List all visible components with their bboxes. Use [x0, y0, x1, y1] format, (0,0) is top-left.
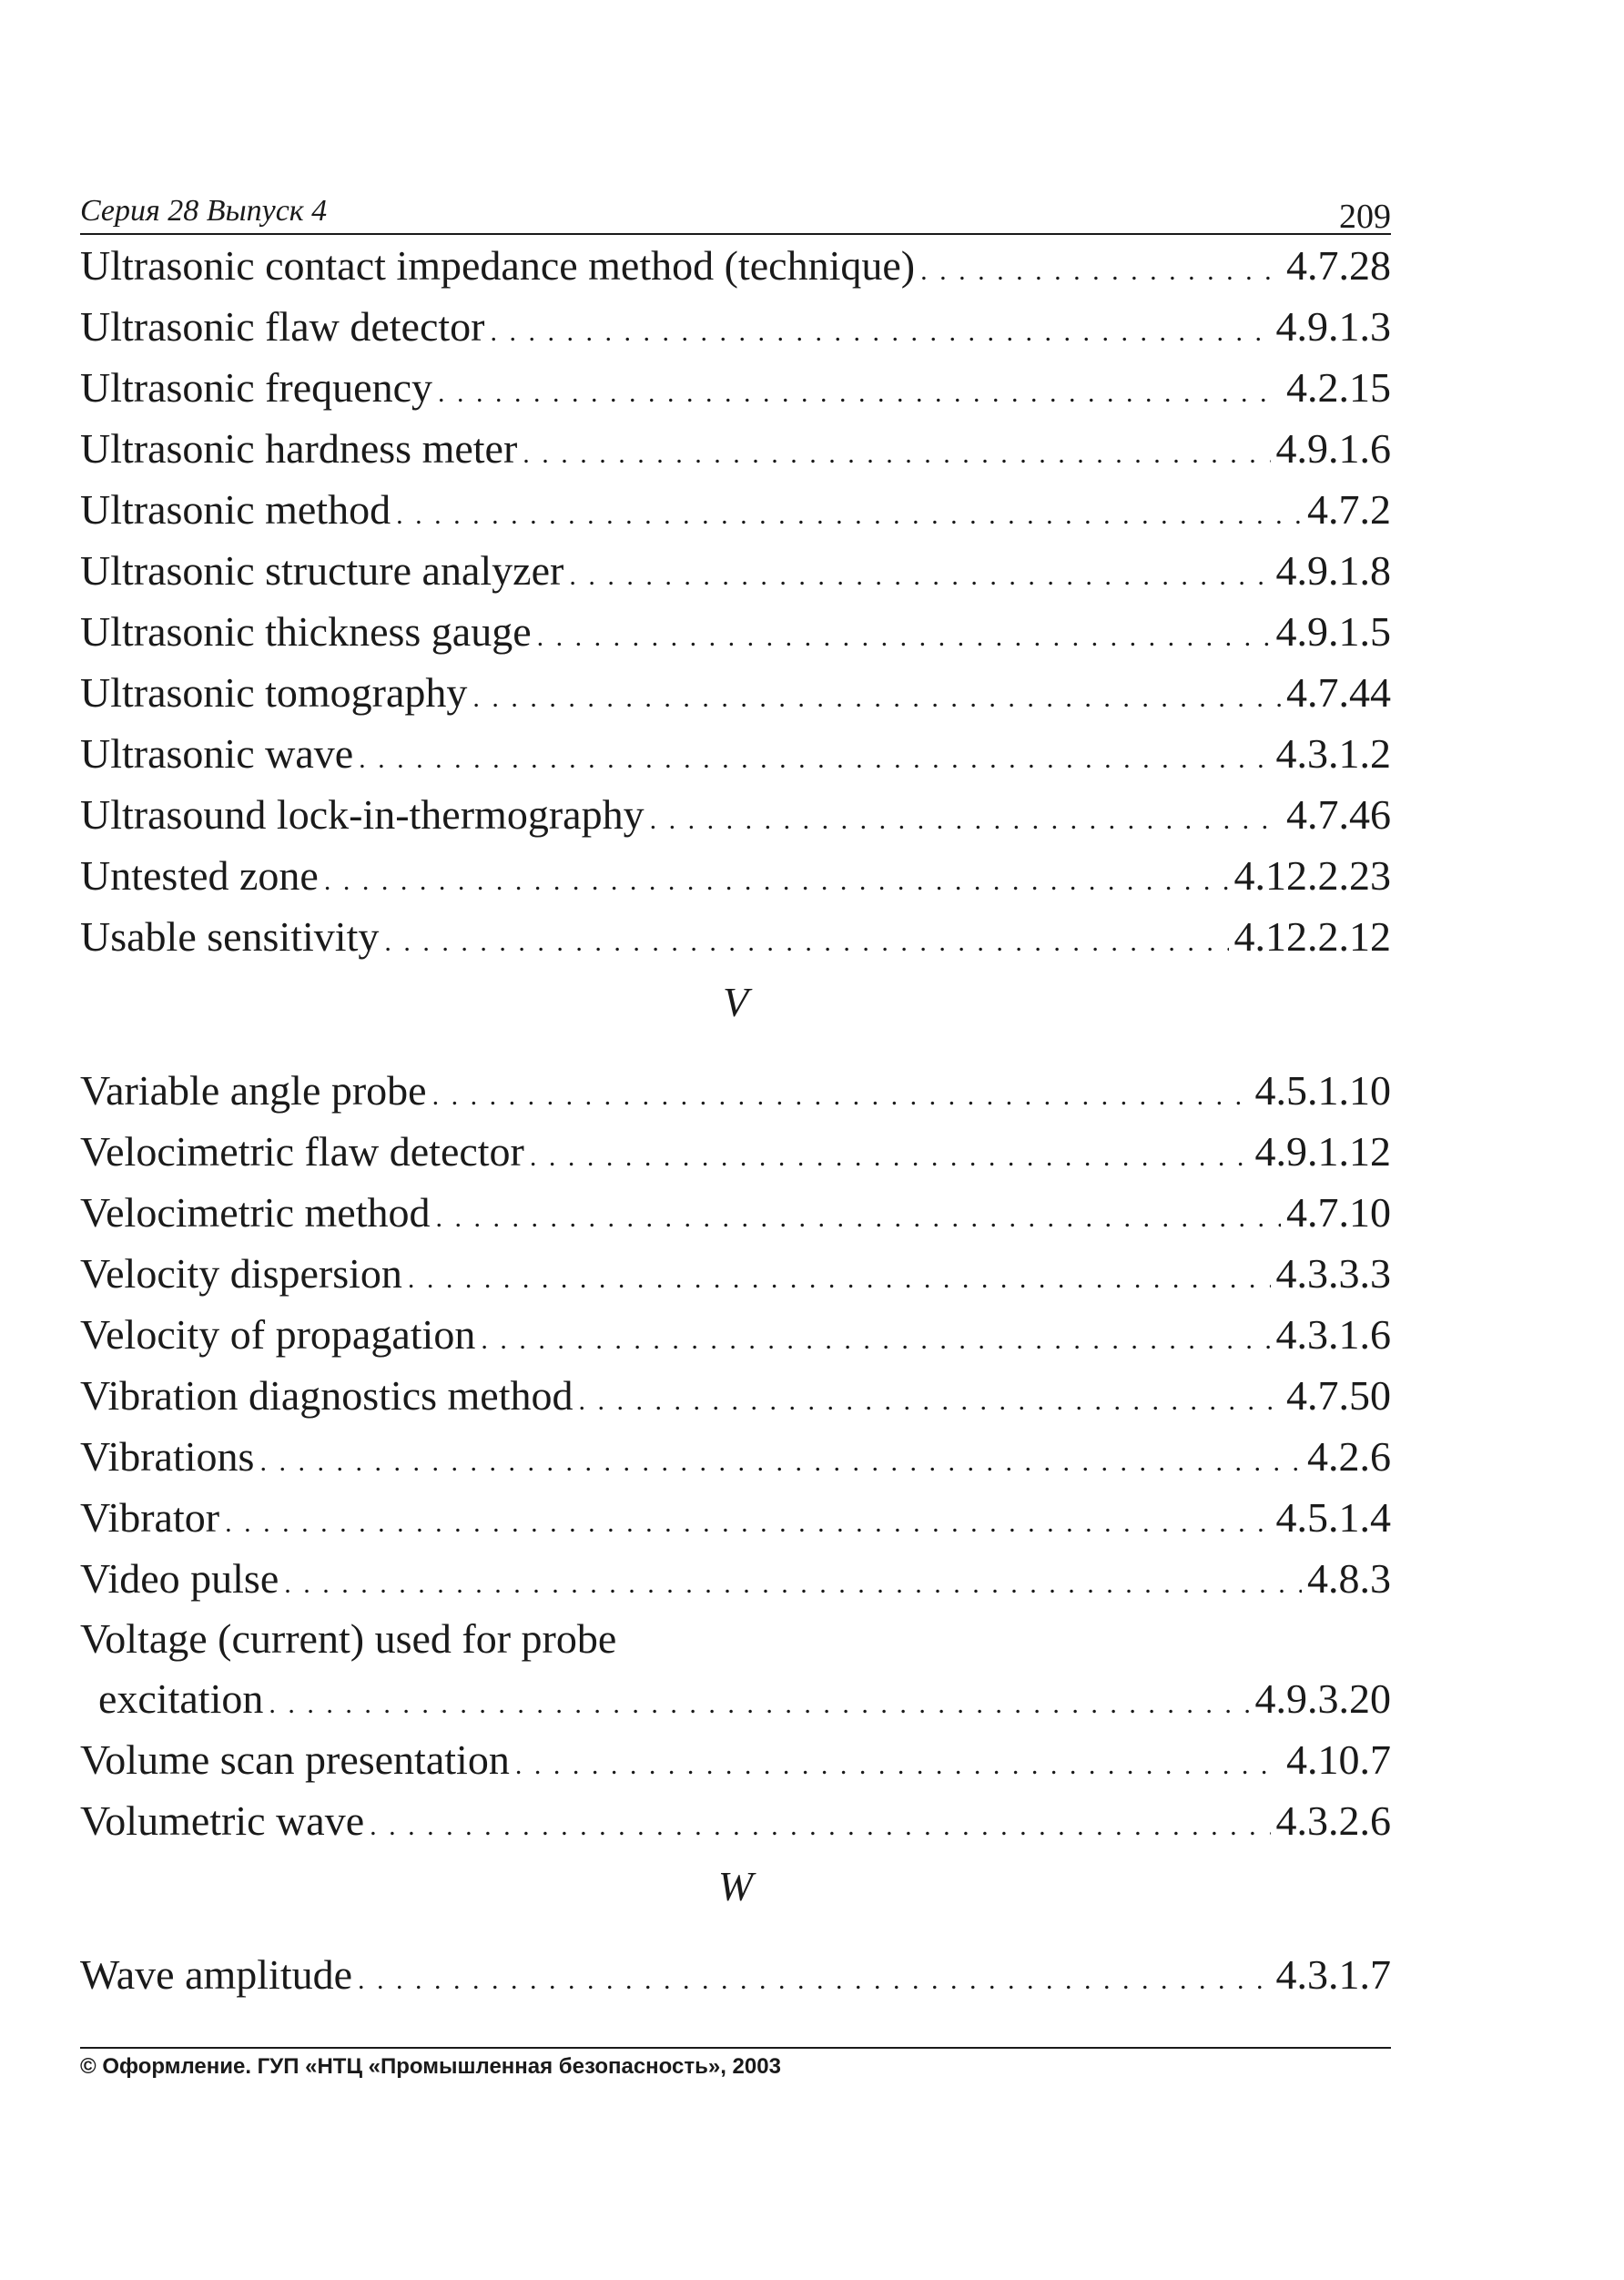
- letter-heading-v: V: [722, 979, 749, 1025]
- entry-term: Ultrasonic flaw detector: [80, 303, 485, 350]
- index-entries: [80, 235, 1391, 2005]
- entry-ref: 4.12.2.12: [1233, 913, 1391, 960]
- dot-leader: [284, 1553, 1302, 1614]
- index-entry-multiline: [80, 1609, 1391, 1729]
- entry-ref: 4.9.1.3: [1275, 303, 1391, 350]
- index-entry: [80, 235, 1391, 296]
- index-entry: [80, 723, 1391, 784]
- index-entry: [80, 1304, 1391, 1365]
- page-number: 209: [1339, 198, 1391, 236]
- index-entry: [80, 540, 1391, 601]
- entry-ref: 4.2.6: [1307, 1433, 1391, 1480]
- dot-leader: [481, 1309, 1270, 1370]
- entry-ref: 4.9.1.5: [1275, 608, 1391, 655]
- dot-leader: [438, 362, 1281, 423]
- index-entry: [80, 479, 1391, 540]
- entry-ref: 4.3.2.6: [1275, 1797, 1391, 1844]
- entry-term: Vibrator: [80, 1494, 220, 1541]
- dot-leader: [920, 240, 1281, 301]
- dot-leader: [515, 1735, 1281, 1796]
- dot-leader: [650, 789, 1281, 850]
- entry-term: Volumetric wave: [80, 1797, 365, 1844]
- dot-leader: [523, 423, 1270, 484]
- dot-leader: [396, 484, 1302, 545]
- entry-ref: 4.9.1.6: [1275, 425, 1391, 472]
- entry-ref: 4.7.50: [1286, 1372, 1391, 1419]
- entry-term: Ultrasonic structure analyzer: [80, 547, 564, 594]
- index-entry: [80, 662, 1391, 723]
- entry-term-line-2-row: [80, 1668, 1391, 1729]
- entry-term: Volume scan presentation: [80, 1736, 510, 1783]
- index-entry: [80, 1182, 1391, 1243]
- entry-term-line-2: excitation: [98, 1675, 264, 1722]
- entry-ref: 4.3.1.2: [1275, 730, 1391, 777]
- entry-ref: 4.9.3.20: [1254, 1675, 1391, 1722]
- entry-ref: 4.7.28: [1286, 242, 1391, 289]
- entry-ref: 4.8.3: [1307, 1555, 1391, 1602]
- copyright-footer: © Оформление. ГУП «НТЦ «Промышленная безопасность», 2003: [80, 2047, 1391, 2080]
- index-entry: [80, 1365, 1391, 1426]
- entry-ref: 4.9.1.8: [1275, 547, 1391, 594]
- dot-leader: [384, 911, 1228, 972]
- entry-term: Velocimetric flaw detector: [80, 1128, 524, 1175]
- dot-leader: [259, 1431, 1302, 1492]
- dot-leader: [359, 728, 1270, 789]
- index-entry: [80, 1487, 1391, 1548]
- entry-term: Ultrasonic thickness gauge: [80, 608, 532, 655]
- entry-ref: 4.3.1.7: [1275, 1951, 1391, 1998]
- dot-leader: [472, 667, 1281, 728]
- entry-ref: 4.7.44: [1286, 669, 1391, 716]
- entry-ref: 4.7.2: [1307, 486, 1391, 533]
- entry-term: Ultrasonic frequency: [80, 364, 433, 411]
- letter-heading-w: W: [717, 1863, 754, 1909]
- entry-term: Ultrasonic wave: [80, 730, 354, 777]
- index-page: [80, 189, 1391, 2005]
- dot-leader: [324, 850, 1229, 911]
- dot-leader: [408, 1248, 1271, 1309]
- entry-term: Ultrasonic contact impedance method (technique): [80, 242, 916, 289]
- entry-ref: 4.2.15: [1286, 364, 1391, 411]
- series-title: Серия 28 Выпуск 4: [80, 194, 328, 228]
- index-entry: [80, 296, 1391, 357]
- index-entry: [80, 1944, 1391, 2005]
- entry-term: Ultrasonic hardness meter: [80, 425, 518, 472]
- entry-term: Vibrations: [80, 1433, 255, 1480]
- entry-term: Ultrasonic tomography: [80, 669, 468, 716]
- dot-leader: [225, 1492, 1270, 1553]
- entry-term: Usable sensitivity: [80, 913, 380, 960]
- dot-leader: [490, 301, 1270, 362]
- index-entry: [80, 906, 1391, 967]
- entry-ref: 4.9.1.12: [1254, 1128, 1391, 1175]
- entry-term: Variable angle probe: [80, 1067, 427, 1114]
- entry-term: Velocimetric method: [80, 1189, 431, 1236]
- index-entry: [80, 418, 1391, 479]
- index-entry: [80, 1729, 1391, 1790]
- dot-leader: [370, 1796, 1270, 1857]
- dot-leader: [579, 1370, 1282, 1431]
- dot-leader: [358, 1949, 1270, 2010]
- entry-ref: 4.3.1.6: [1275, 1311, 1391, 1358]
- index-entry: [80, 601, 1391, 662]
- index-entry: [80, 1548, 1391, 1609]
- index-entry: [80, 1243, 1391, 1304]
- index-entry: [80, 845, 1391, 906]
- index-entry: [80, 1426, 1391, 1487]
- index-entry: [80, 1060, 1391, 1121]
- entry-term-line-1: Voltage (current) used for probe: [80, 1615, 617, 1662]
- dot-leader: [569, 545, 1270, 606]
- dot-leader: [432, 1065, 1250, 1126]
- entry-term: Velocity of propagation: [80, 1311, 476, 1358]
- entry-term: Velocity dispersion: [80, 1250, 402, 1297]
- entry-term: Ultrasound lock-in-thermography: [80, 791, 645, 838]
- index-entry: [80, 784, 1391, 845]
- entry-ref: 4.7.10: [1286, 1189, 1391, 1236]
- dot-leader: [537, 606, 1271, 667]
- index-entry: [80, 357, 1391, 418]
- index-entry: [80, 1121, 1391, 1182]
- entry-ref: 4.10.7: [1286, 1736, 1391, 1783]
- index-entry: [80, 1790, 1391, 1851]
- entry-term: Wave amplitude: [80, 1951, 353, 1998]
- entry-term: Vibration diagnostics method: [80, 1372, 573, 1419]
- running-head: [80, 189, 1391, 235]
- entry-ref: 4.3.3.3: [1275, 1250, 1391, 1297]
- entry-term: Video pulse: [80, 1555, 279, 1602]
- dot-leader: [269, 1674, 1249, 1735]
- dot-leader: [530, 1126, 1250, 1187]
- entry-ref: 4.5.1.10: [1254, 1067, 1391, 1114]
- dot-leader: [436, 1187, 1282, 1248]
- entry-ref: 4.5.1.4: [1275, 1494, 1391, 1541]
- entry-term: Ultrasonic method: [80, 486, 391, 533]
- entry-term: Untested zone: [80, 852, 319, 899]
- entry-ref: 4.12.2.23: [1233, 852, 1391, 899]
- entry-ref: 4.7.46: [1286, 791, 1391, 838]
